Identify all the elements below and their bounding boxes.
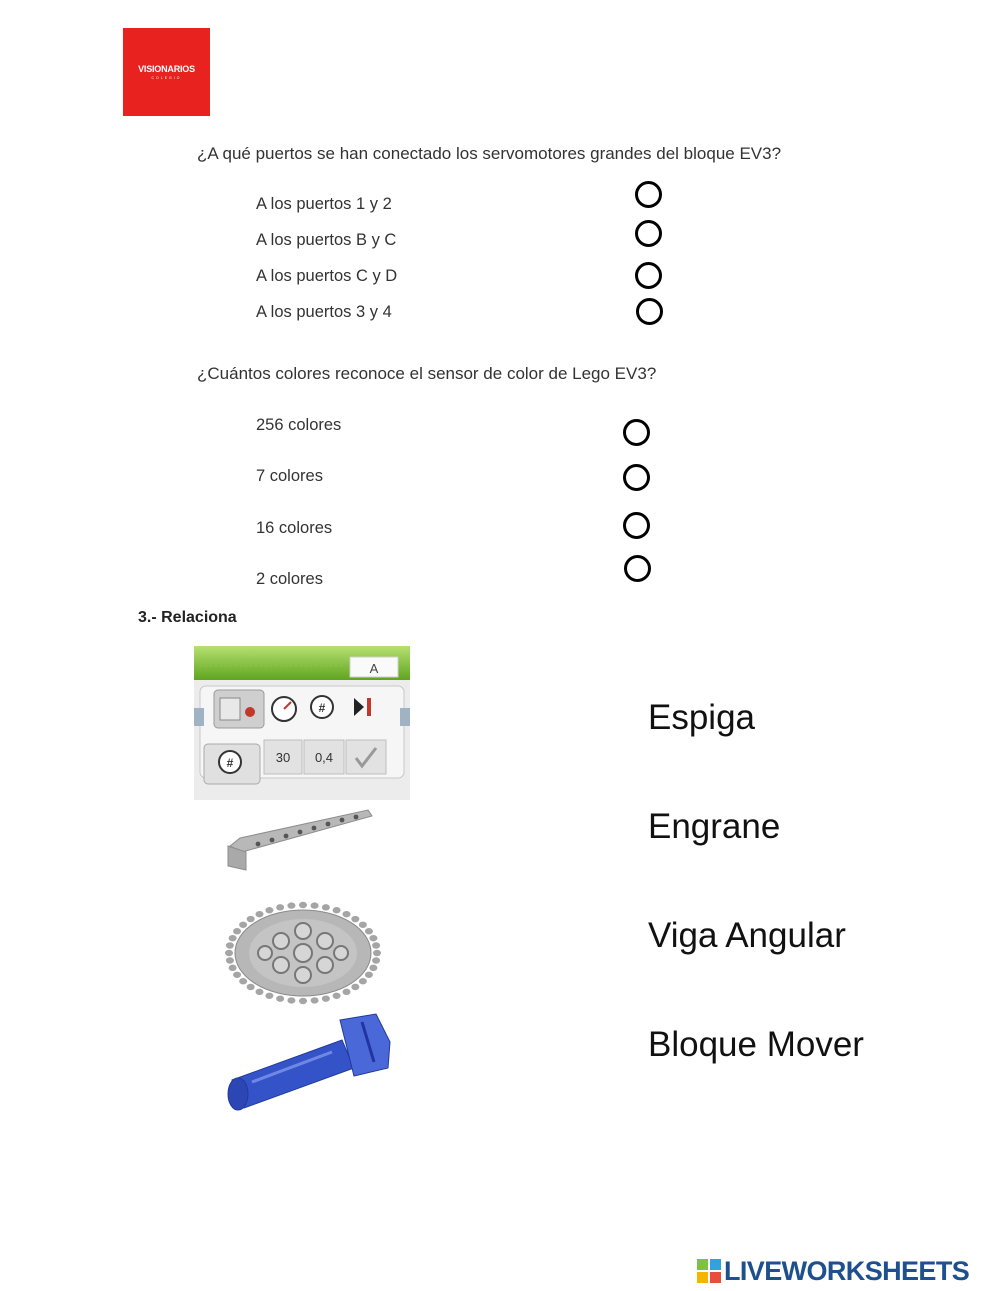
q1-option-3: A los puertos C y D <box>256 267 398 285</box>
section-3-title: 3.- Relaciona <box>138 609 237 626</box>
q1-option-4: A los puertos 3 y 4 <box>256 303 392 321</box>
gear-tooth <box>333 993 341 999</box>
gear-tooth <box>322 995 330 1001</box>
q2-option-4: 2 colores <box>256 570 323 588</box>
q1-radio-4[interactable] <box>636 298 663 325</box>
block-port-label: A <box>369 661 379 676</box>
gear-tooth <box>365 928 373 934</box>
svg-text:#: # <box>226 756 234 770</box>
gear-tooth <box>351 916 359 922</box>
q2-option-1: 256 colores <box>256 416 342 434</box>
gear-tooth <box>276 995 284 1001</box>
gear-tooth <box>225 950 233 956</box>
gear-tooth <box>372 957 380 963</box>
block-value-2: 0,4 <box>314 750 334 765</box>
angular-beam-image <box>222 808 378 872</box>
q2-option-3: 16 colores <box>256 519 333 537</box>
gear-tooth <box>311 997 319 1003</box>
move-block-image <box>194 646 410 800</box>
logo-subtext: COLEGIO <box>151 76 182 80</box>
q1-radio-3[interactable] <box>635 262 662 289</box>
gear-tooth <box>233 972 241 978</box>
term-bloque-mover: Bloque Mover <box>648 1025 864 1064</box>
gear-tooth <box>265 993 273 999</box>
gear-tooth <box>359 978 367 984</box>
gear-tooth <box>256 989 264 995</box>
gear-tooth <box>287 997 295 1003</box>
q2-radio-2[interactable] <box>623 464 650 491</box>
gear-tooth <box>299 998 307 1004</box>
gear-tooth <box>229 935 237 941</box>
q2-radio-1[interactable] <box>623 419 650 446</box>
gear-tooth <box>256 911 264 917</box>
term-viga-angular: Viga Angular <box>648 916 846 955</box>
gear-tooth <box>239 922 247 928</box>
q1-radio-1[interactable] <box>635 181 662 208</box>
gear-tooth <box>359 922 367 928</box>
gear-tooth <box>239 978 247 984</box>
gear-tooth <box>369 965 377 971</box>
gear-tooth <box>226 942 234 948</box>
gear-tooth <box>373 950 381 956</box>
q2-option-2: 7 colores <box>256 467 323 485</box>
gear-tooth <box>247 984 255 990</box>
gear-tooth <box>299 902 307 908</box>
question-1: ¿A qué puertos se han conectado los servomotores grandes del bloque EV3? <box>197 144 782 163</box>
term-engrane: Engrane <box>648 807 781 846</box>
gear-tooth <box>247 916 255 922</box>
gear-tooth <box>265 907 273 913</box>
gear-tooth <box>276 904 284 910</box>
q1-option-2: A los puertos B y C <box>256 231 397 249</box>
q1-option-1: A los puertos 1 y 2 <box>256 195 392 213</box>
gear-tooth <box>333 907 341 913</box>
question-2: ¿Cuántos colores reconoce el sensor de color de Lego EV3? <box>197 364 657 383</box>
gear-tooth <box>287 902 295 908</box>
gear-tooth <box>365 972 373 978</box>
gear-tooth <box>229 965 237 971</box>
gear-tooth <box>342 911 350 917</box>
pin-image <box>222 1010 396 1118</box>
gear-tooth <box>369 935 377 941</box>
svg-text:#: # <box>318 701 326 715</box>
school-logo <box>123 28 210 116</box>
q2-radio-3[interactable] <box>623 512 650 539</box>
term-espiga: Espiga <box>648 698 756 737</box>
gear-tooth <box>322 904 330 910</box>
q2-radio-4[interactable] <box>624 555 651 582</box>
block-value-1: 30 <box>275 750 291 765</box>
gear-tooth <box>351 984 359 990</box>
footer-brand-text: LIVEWORKSHEETS <box>724 1255 970 1286</box>
gear-tooth <box>226 957 234 963</box>
q1-radio-2[interactable] <box>635 220 662 247</box>
gear-tooth <box>233 928 241 934</box>
gear-tooth <box>372 942 380 948</box>
footer-brand <box>697 1256 969 1286</box>
gear-tooth <box>311 902 319 908</box>
liveworksheets-logo-icon <box>697 1259 721 1283</box>
logo-text: VISIONARIOS <box>138 64 195 74</box>
gear-tooth <box>342 989 350 995</box>
gear-image <box>221 901 385 1005</box>
